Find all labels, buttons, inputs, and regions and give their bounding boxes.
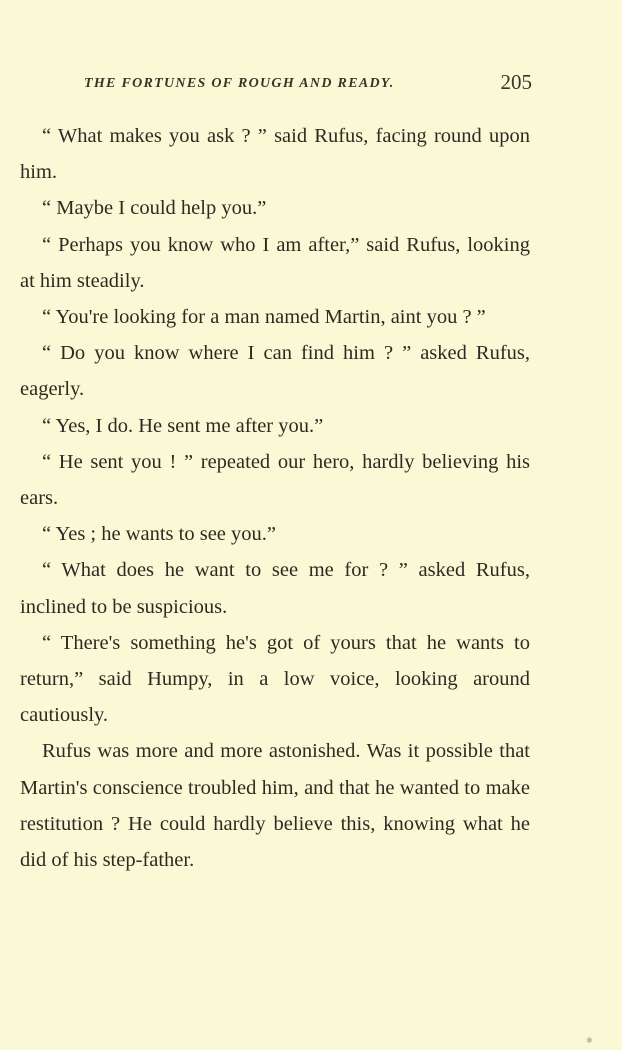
running-title: THE FORTUNES OF ROUGH AND READY.: [84, 76, 395, 91]
running-head: [84, 70, 532, 98]
paragraph: “ You're looking for a man named Martin, aint you ? ”: [42, 306, 486, 329]
paragraph: Rufus was more and more astonished. Was it possible that Martin's conscience troubled him, and that he wanted to make restitution ? He could hardly believe this, knowing what he did of his step-father.: [20, 740, 530, 872]
paragraph: “ Yes ; he wants to see you.”: [42, 523, 277, 546]
page-number: 205: [500, 70, 532, 94]
paper-speck-icon: ✱: [586, 1036, 593, 1045]
paragraph: “ What makes you ask ? ” said Rufus, facing round upon him.: [20, 125, 530, 184]
paragraph: “ There's something he's got of yours that he wants to return,” said Humpy, in a low voice, looking around cautiously.: [20, 631, 530, 727]
body-text: [20, 118, 530, 878]
paragraph: “ Maybe I could help you.”: [42, 197, 267, 220]
paragraph: “ Do you know where I can find him ? ” asked Rufus, eagerly.: [20, 342, 530, 401]
paragraph: “ Perhaps you know who I am after,” said Rufus, looking at him steadily.: [20, 233, 530, 292]
paragraph: “ Yes, I do. He sent me after you.”: [42, 414, 324, 437]
paragraph: “ What does he want to see me for ? ” asked Rufus, inclined to be suspicious.: [20, 559, 530, 618]
paragraph: “ He sent you ! ” repeated our hero, hardly believing his ears.: [20, 450, 530, 510]
